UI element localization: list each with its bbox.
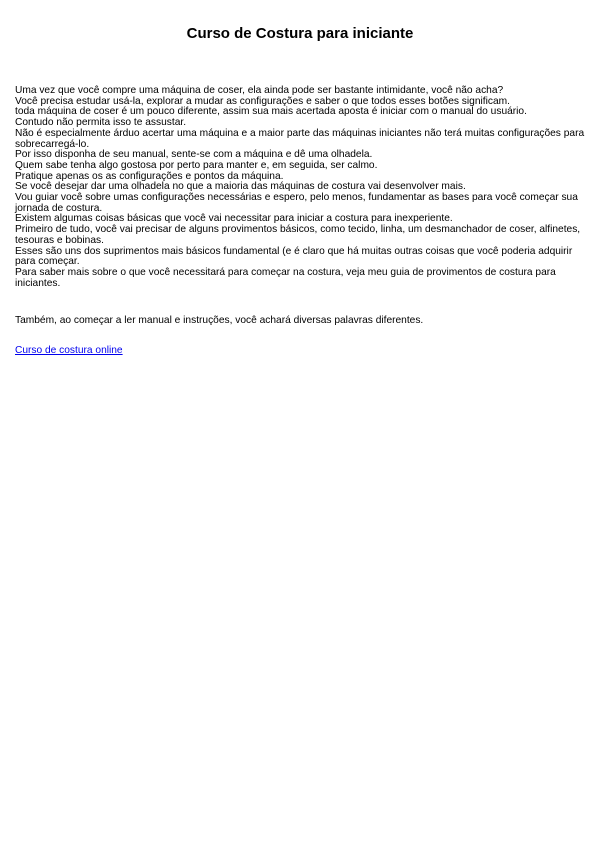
page-title: Curso de Costura para iniciante [186, 25, 414, 42]
paragraph-line: Vou guiar você sobre umas configurações necessárias e espero, pelo menos, fundamentar as bases para você começar sua jornada de costura. [15, 192, 578, 214]
course-online-link[interactable]: Curso de costura online [15, 345, 123, 356]
paragraph-line: Por isso disponha de seu manual, sente-se com a máquina e dê uma olhadela. [15, 149, 373, 161]
paragraph-line: Se você desejar dar uma olhadela no que a maioria das máquinas de costura vai desenvolver mais. [15, 181, 466, 193]
paragraph-line: toda máquina de coser é um pouco diferente, assim sua mais acertada aposta é iniciar com o manual do usuário. [15, 106, 527, 118]
paragraph-line: Uma vez que você compre uma máquina de coser, ela ainda pode ser bastante intimidante, você não acha? [15, 85, 504, 96]
paragraph-line: Pratique apenas os as configurações e pontos da máquina. [15, 170, 284, 182]
paragraph-line: Existem algumas coisas básicas que você vai necessitar para iniciar a costura para inexperiente. [15, 213, 453, 225]
body-paragraph [15, 86, 585, 289]
paragraph-line: Para saber mais sobre o que você necessitará para começar na costura, veja meu guia de provimentos de costura para iniciantes. [15, 266, 556, 289]
paragraph-line: Você precisa estudar usá-la, explorar a mudar as configurações e saber o que todos esses botões significam. [15, 95, 510, 107]
paragraph-line: Não é especialmente árduo acertar uma máquina e a maior parte das máquinas iniciantes não terá muitas configurações para sobrecarregá-lo. [15, 127, 585, 150]
paragraph-line: Contudo não permita isso te assustar. [15, 117, 187, 129]
paragraph-line: Esses são uns dos suprimentos mais básicos fundamental (e é claro que há muitas outras coisas que você poderia adquirir para começar. [15, 245, 573, 268]
paragraph-line: Quem sabe tenha algo gostosa por perto para manter e, em seguida, ser calmo. [15, 159, 378, 171]
closing-paragraph: Também, ao começar a ler manual e instruções, você achará diversas palavras diferentes. [15, 315, 424, 326]
paragraph-line: Primeiro de tudo, você vai precisar de alguns provimentos básicos, como tecido, linha, um desmanchador de coser, alfinetes, tesouras e bobinas. [15, 224, 581, 246]
